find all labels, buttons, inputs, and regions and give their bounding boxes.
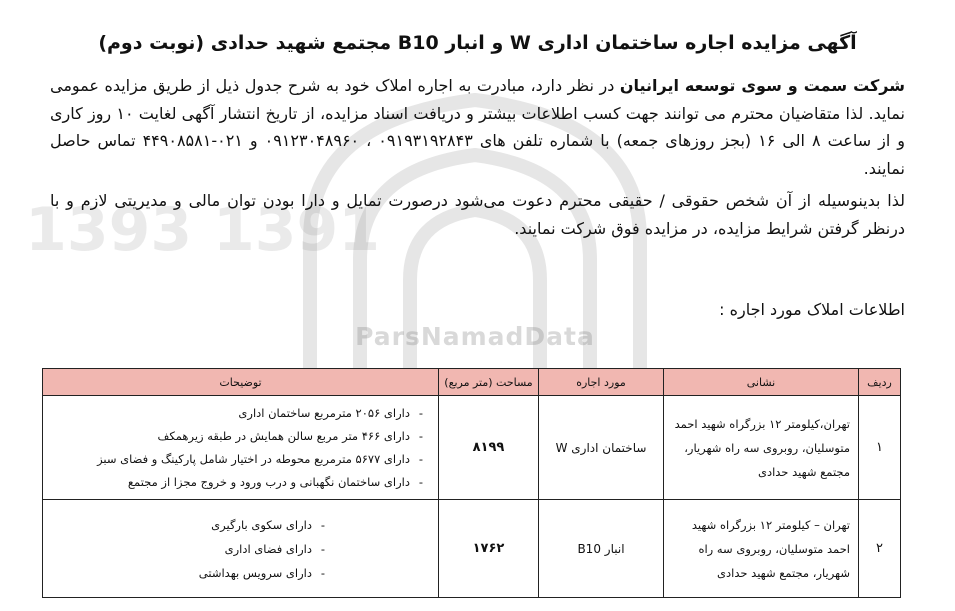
row-description <box>43 500 439 598</box>
row-area: ۱۷۶۲ <box>439 500 539 598</box>
watermark-brand: ParsNamadData <box>355 322 595 351</box>
table-row <box>43 396 901 500</box>
header-area: مساحت (متر مربع) <box>439 369 539 396</box>
paragraph-1-text: در نظر دارد، مبادرت به اجاره املاک خود به شرح جدول ذیل از طریق مزایده عمومی نماید. لذا متقاضیان محترم می توانند جهت کسب اطلاعات بیشتر و دریافت اسناد مزایده، از تاریخ انتشار آگهی لغایت ۱۰ روز کاری و از ساعت ۸ الی ۱۶ (بجز روزهای جمعه) با شماره تلفن های ۰۹۱۹۳۱۹۲۸۴۳ ، ۰۹۱۲۳۰۴۸۹۶۰ و ۰۲۱-۴۴۹۰۸۵۸۱ تماس حاصل نمایند. <box>50 76 906 178</box>
page-title: آگهی مزایده اجاره ساختمان اداری W و انبار B10 مجتمع شهید حدادی (نوبت دوم) <box>98 32 857 54</box>
row-rental-item: ساختمان اداری W <box>539 396 664 500</box>
list-item: -دارای سرویس بهداشتی <box>198 565 326 580</box>
paragraph-1 <box>50 72 905 182</box>
row-number: ۱ <box>859 396 901 500</box>
watermark-digits: 1391 1393 <box>25 195 380 265</box>
row-description <box>43 396 439 500</box>
description-list <box>53 513 428 585</box>
list-item: -دارای ۵۶۷۷ مترمربع محوطه در اختیار شامل پارکینگ و فضای سبز <box>97 451 424 466</box>
company-name: شرکت سمت و سوی توسعه ایرانیان <box>619 76 905 95</box>
list-item: -دارای فضای اداری <box>224 541 326 556</box>
row-number: ۲ <box>859 500 901 598</box>
table-row <box>43 500 901 598</box>
header-address: نشانی <box>664 369 859 396</box>
properties-table <box>42 368 901 598</box>
description-list <box>53 402 428 494</box>
list-item: -دارای ساختمان نگهبانی و درب ورود و خروج مجزا از مجتمع <box>127 474 424 489</box>
paragraph-2: لذا بدینوسیله از آن شخص حقوقی / حقیقی محترم دعوت می‌شود درصورت تمایل و دارا بودن توان مالی و مدیریتی لازم و با درنظر گرفتن شرایط مزایده، در مزایده فوق شرکت نمایند. <box>50 191 905 238</box>
header-row-number: ردیف <box>859 369 901 396</box>
notice-body <box>50 72 905 242</box>
header-rental-item: مورد اجاره <box>539 369 664 396</box>
list-item: -دارای ۴۶۶ متر مربع سالن همایش در طبقه زیرهمکف <box>157 428 424 443</box>
table-header-row <box>43 369 901 396</box>
list-item: -دارای ۲۰۵۶ مترمربع ساختمان اداری <box>238 405 424 420</box>
header-description: توضیحات <box>43 369 439 396</box>
row-address: تهران،کیلومتر ۱۲ بزرگراه شهید احمد متوسلیان، روبروی سه راه شهریار، مجتمع شهید حدادی <box>664 396 859 500</box>
properties-info-label: اطلاعات املاک مورد اجاره : <box>719 300 905 319</box>
row-area: ۸۱۹۹ <box>439 396 539 500</box>
list-item: -دارای سکوی بارگیری <box>211 517 326 532</box>
row-address: تهران – کیلومتر ۱۲ بزرگراه شهید احمد متوسلیان، روبروی سه راه شهریار، مجتمع شهید حدادی <box>664 500 859 598</box>
row-rental-item: انبار B10 <box>539 500 664 598</box>
